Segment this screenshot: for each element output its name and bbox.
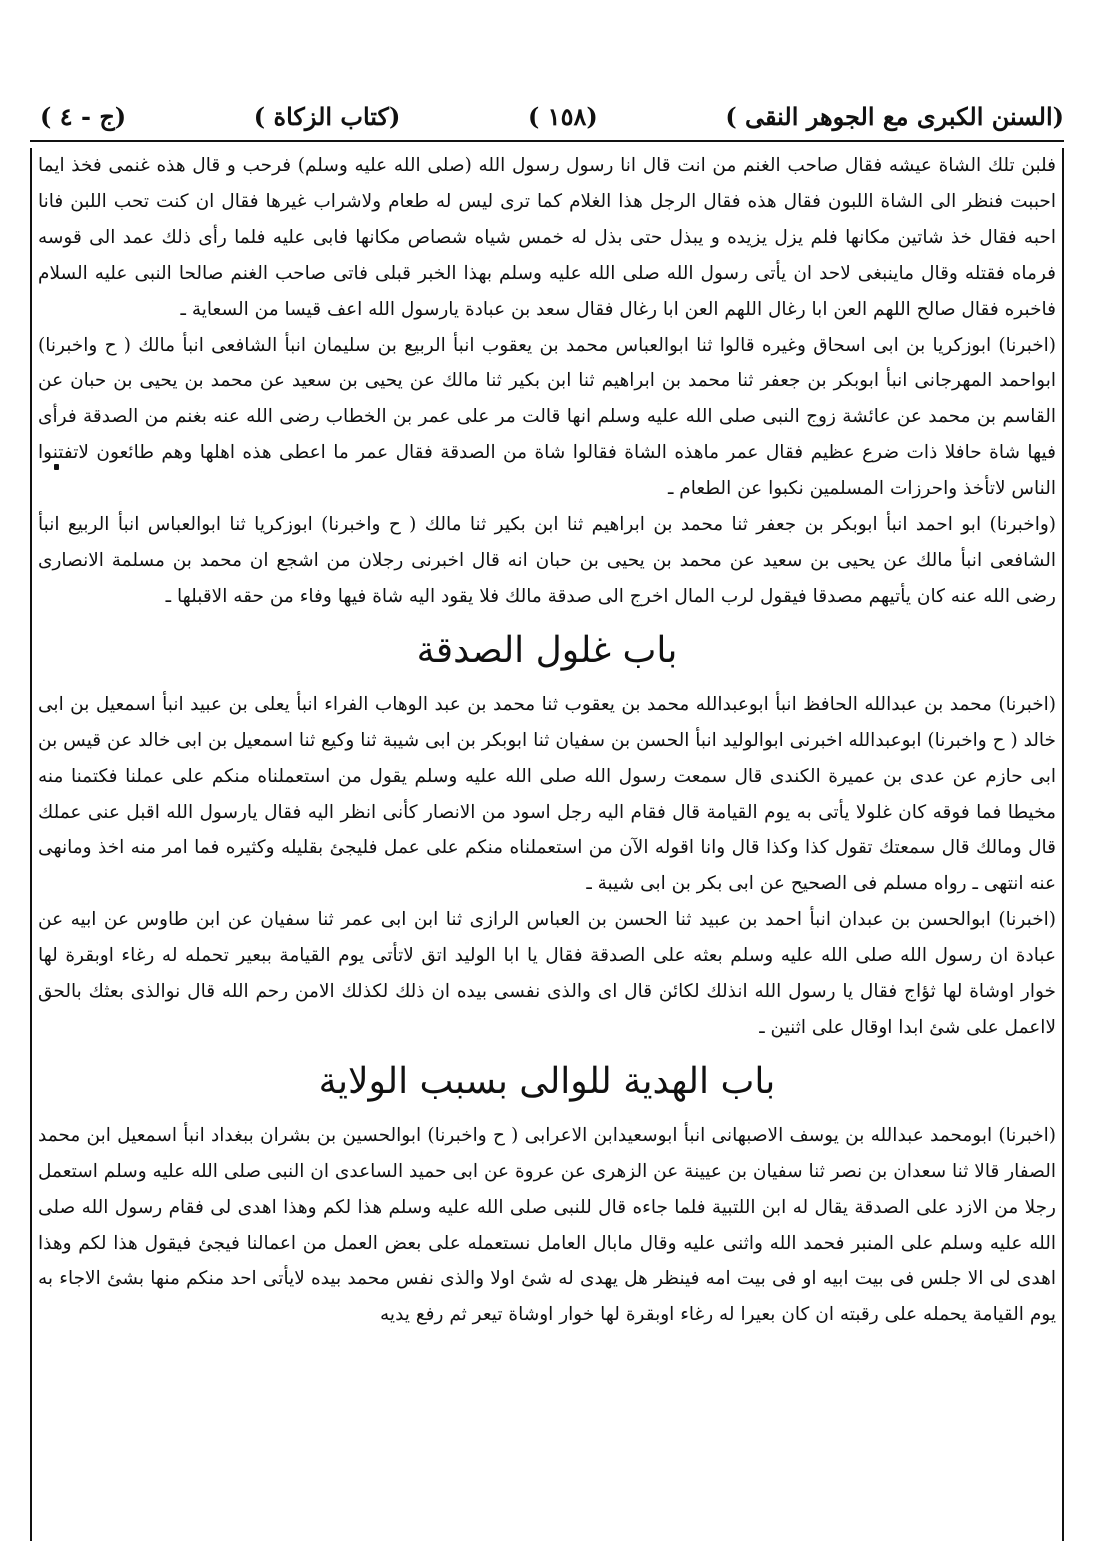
- chapter-heading-1: باب غلول الصدقة: [416, 629, 678, 671]
- running-header: [40, 92, 1064, 140]
- paragraph-2: (اخبرنا) ابوزكريا بن ابى اسحاق وغيره قالوا ثنا ابوالعباس محمد بن يعقوب انبأ الربيع بن سليمان انبأ الشافعى انبأ مالك ( ح واخبرنا) ابواحمد المهرجانى انبأ ابوبكر بن جعفر ثنا محمد بن ابراهيم ثنا ابن بكير ثنا مالك عن يحيى بن سعيد عن محمد بن يحيى بن حبان عن القاسم بن محمد عن عائشة زوج النبى صلى الله عليه وسلم انها قالت مر على عمر بن الخطاب رضى الله عنه بغنم من الصدقة فرأى فيها شاة حافلا ذات ضرع عظيم فقال عمر ماهذه الشاة فقالوا شاة من الصدقة فقال عمر ما اعطى هذه اهلها وهم طائعون لاتفتنوا الناس لاتأخذ واحرزات المسلمين نكبوا عن الطعام ـ: [38, 334, 1056, 500]
- paragraph-1: فلبن تلك الشاة عيشه فقال صاحب الغنم من انت قال انا رسول رسول الله (صلى الله عليه وسلم) فرحب و قال هذه غنمى فخذ ايما احببت فنظر الى الشاة اللبون فقال هذه فقال الرجل هذا الغلام كما ترى ليس له طعام ولاشراب غيرها فقال ان كنت تحب اللبن فانا احبه فقال خذ شاتين مكانها فلم يزل يزيده و يبذل حتى بذل له خمس شياه شصاص مكانها فابى عليه فلما رأى ذلك عمد الى قوسه فرماه فقتله وقال ماينبغى لاحد ان يأتى رسول الله صلى الله عليه وسلم بهذا الخبر قبلى فاتى صاحب الغنم صالحا النبى عليه السلام فاخبره فقال صالح اللهم العن ابا رغال اللهم العن ابا رغال فقال سعد بن عبادة يارسول الله اعف قيسا من السعاية ـ: [38, 155, 1056, 320]
- section-title: (كتاب الزكاة ): [253, 101, 401, 131]
- paragraph-6: (اخبرنا) ابومحمد عبدالله بن يوسف الاصبهانى انبأ ابوسعيدابن الاعرابى ( ح واخبرنا) ابوالحسين بن بشران ببغداد انبأ اسمعيل ابن محمد الصفار قالا ثنا سعدان بن نصر ثنا سفيان بن عيينة عن الزهرى عن عروة عن ابى حميد الساعدى ان النبى صلى الله عليه وسلم استعمل رجلا من الازد على الصدقة يقال له ابن اللتبية فلما جاءه قال للنبى صلى الله عليه وسلم هذا لكم وهذا اهدى لى فقام رسول الله صلى الله عليه وسلم على المنبر فحمد الله واثنى عليه وقال مابال العامل نستعمله على بعض العمل من اعمالنا فيجئ فيقول هذا لكم وهذا اهدى لى الا جلس فى بيت ابيه او فى بيت امه فينظر هل يهدى له شئ اولا والذى نفس محمد بيده لايأتى احد منكم منها بشئ الاجاء به يوم القيامة يحمله على رقبته ان كان بعيرا له رغاء اوبقرة لها خوار اوشاة تيعر ثم رفع يديه: [38, 1124, 1056, 1326]
- volume-number: (ج - ٤ ): [40, 101, 127, 131]
- paragraph-4: (اخبرنا) محمد بن عبدالله الحافظ انبأ ابوعبدالله محمد بن يعقوب ثنا محمد بن عبد الوهاب الفراء انبأ يعلى بن عبيد انبأ اسمعيل بن ابى خالد ( ح واخبرنا) ابوعبدالله اخبرنى ابوالوليد انبأ الحسن بن سفيان ثنا ابوبكر بن ابى شيبة ثنا وكيع ثنا اسمعيل بن ابى خالد عن قيس بن ابى حازم عن عدى بن عميرة الكندى قال سمعت رسول الله صلى الله عليه وسلم يقول من استعملناه منكم على عملنا فكتمنا منه مخيطا فما فوقه كان غلولا يأتى به يوم القيامة قال فقام اليه رجل اسود من الانصار كأنى انظر اليه فقال يارسول الله اقبل عنى عملك قال ومالك قال سمعتك تقول كذا وكذا قال وانا اقوله الآن من استعملناه منكم على عمل فليجئ بقليله وكثيره فما امر منه اخذ ومانهى عنه انتهى ـ رواه مسلم فى الصحيح عن ابى بكر بن ابى شيبة ـ: [38, 693, 1056, 895]
- page-number: (١٥٨ ): [527, 101, 598, 131]
- paragraph-3: (واخبرنا) ابو احمد انبأ ابوبكر بن جعفر ثنا محمد بن ابراهيم ثنا ابن بكير ثنا مالك ( ح واخبرنا) ابوزكريا ثنا ابوالعباس انبأ الربيع انبأ الشافعى انبأ مالك عن يحيى بن سعيد عن محمد بن يحيى بن حبان انه قال اخبرنى رجلان من اشجع ان محمد بن مسلمة الانصارى رضى الله عنه كان يأتيهم مصدقا فيقول لرب المال اخرج الى صدقة مالك فلا يقود اليه شاة فيها وفاء من حقه الاقبلها ـ: [38, 514, 1056, 607]
- book-page: [40, 92, 1064, 1541]
- chapter-heading-2: باب الهدية للوالى بسبب الولاية: [318, 1060, 776, 1102]
- book-title: (السنن الكبرى مع الجوهر النقى ): [725, 101, 1064, 131]
- paragraph-5: (اخبرنا) ابوالحسن بن عبدان انبأ احمد بن عبيد ثنا الحسن بن العباس الرازى ثنا ابن ابى عمر ثنا سفيان عن ابن طاوس عن ابيه عن عبادة ان رسول الله صلى الله عليه وسلم بعثه على الصدقة فقال يا ابا الوليد اتق لاتأتى يوم القيامة ببعير تحمله له رغاء اوبقرة لها خوار اوشاة لها ثؤاج فقال يا رسول الله انذلك لكائن قال اى والذى نفسى بيده ان ذلك لكذلك الامن رحم الله قال نوالذى بعثك بالحق لااعمل على شئ ابدا اوقال على اثنين ـ: [38, 909, 1056, 1038]
- page-body: [30, 148, 1064, 1541]
- margin-mark: [54, 464, 59, 470]
- header-rule: [30, 140, 1064, 142]
